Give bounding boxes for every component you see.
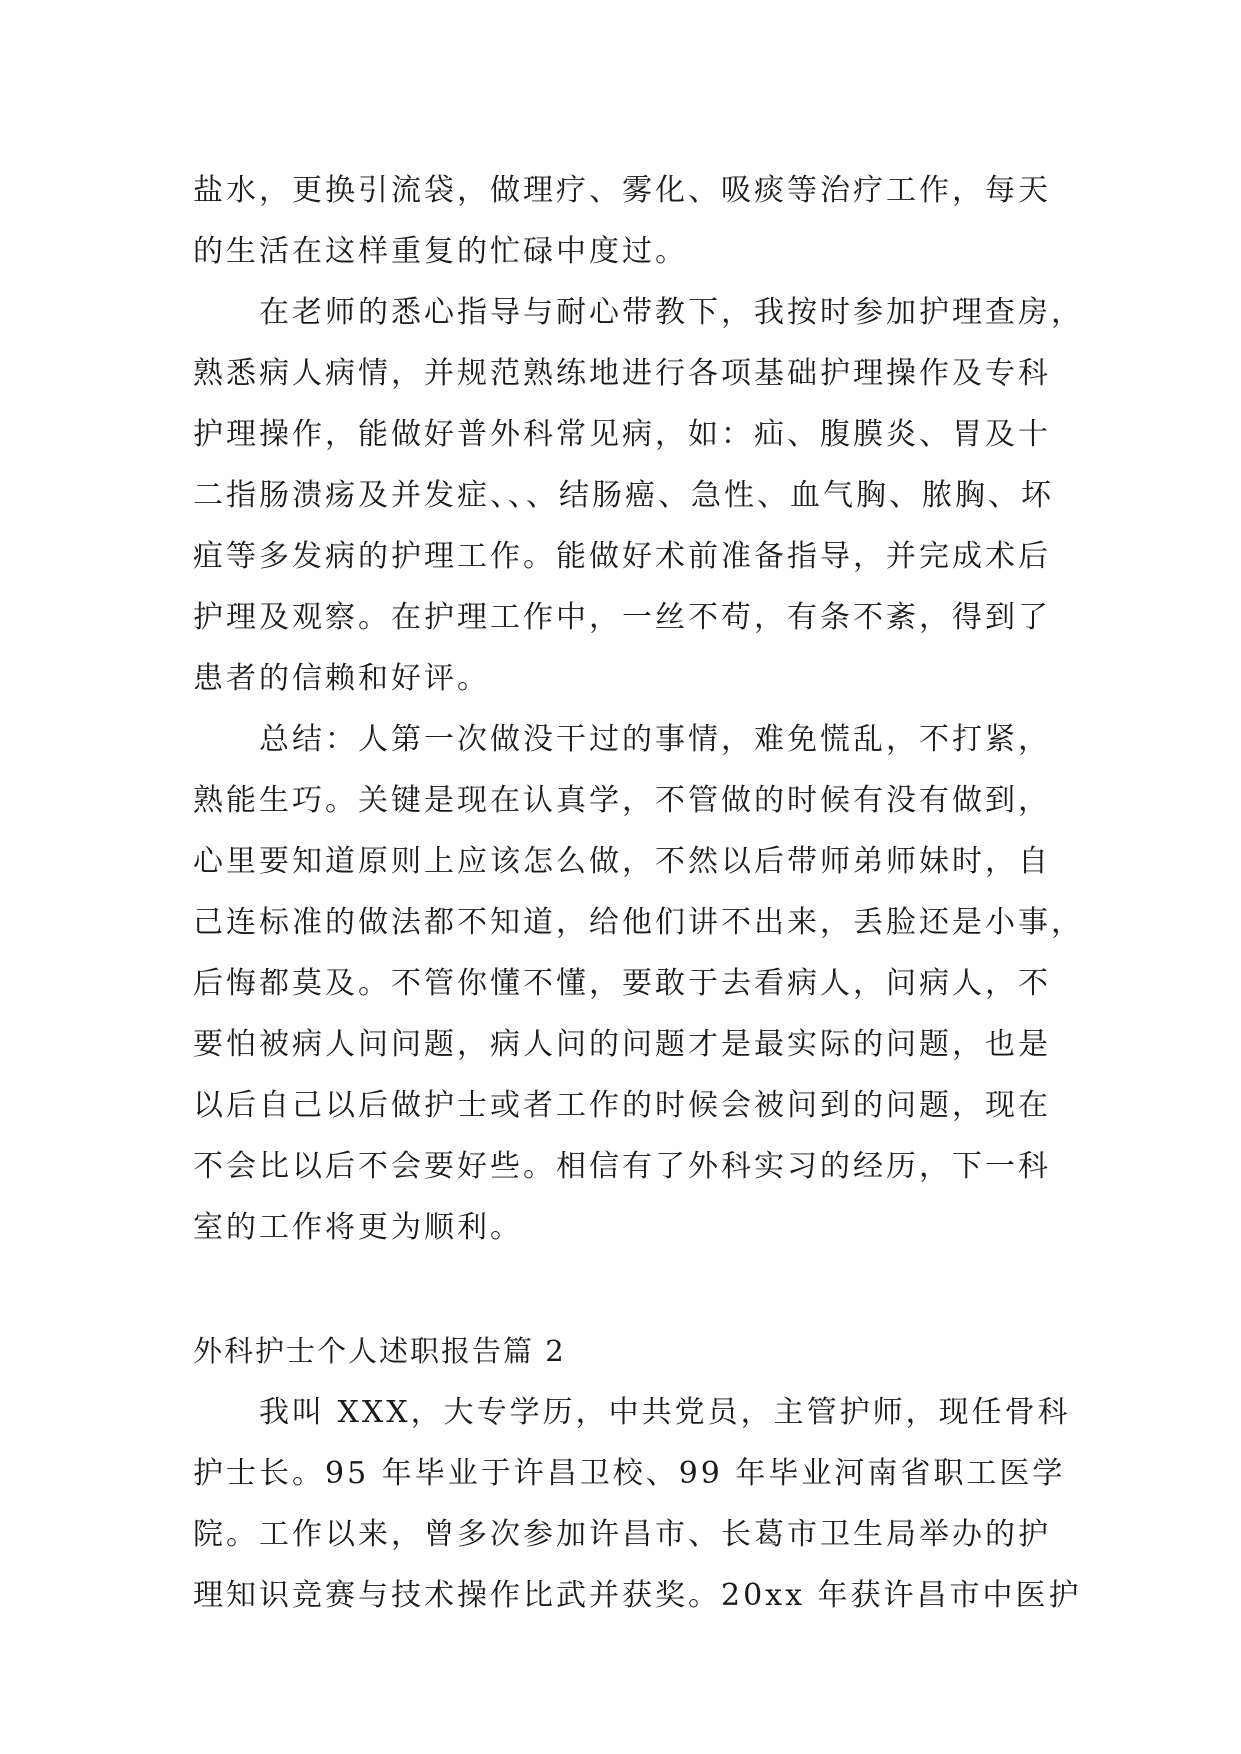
text-line: 疽等多发病的护理工作。能做好术前准备指导，并完成术后 xyxy=(193,539,1051,574)
text-line: 院。工作以来，曾多次参加许昌市、长葛市卫生局举办的护 xyxy=(193,1517,1051,1552)
text-line: 的生活在这样重复的忙碌中度过。 xyxy=(193,234,688,269)
text-line: 不会比以后不会要好些。相信有了外科实习的经历，下一科 xyxy=(193,1149,1051,1184)
text-line: 熟悉病人病情，并规范熟练地进行各项基础护理操作及专科 xyxy=(193,356,1051,391)
text-line: 护士长。95 年毕业于许昌卫校、99 年毕业河南省职工医学 xyxy=(193,1456,1066,1491)
text-line: 总结：人第一次做没干过的事情，难免慌乱，不打紧， xyxy=(259,722,1051,757)
text-line: 以后自己以后做护士或者工作的时候会被问到的问题，现在 xyxy=(193,1088,1051,1123)
text-line: 要怕被病人问问题，病人问的问题才是最实际的问题，也是 xyxy=(193,1027,1051,1062)
text-line: 理知识竞赛与技术操作比武并获奖。20xx 年获许昌市中医护 xyxy=(193,1578,1082,1613)
paragraph-3 xyxy=(193,709,1084,1258)
text-line: 在老师的悉心指导与耐心带教下，我按时参加护理查房， xyxy=(259,295,1084,330)
text-line: 二指肠溃疡及并发症、、、结肠癌、急性、血气胸、脓胸、坏 xyxy=(193,478,1054,513)
section-spacer xyxy=(193,1258,1063,1321)
text-line: 患者的信赖和好评。 xyxy=(193,661,490,696)
text-line: 后悔都莫及。不管你懂不懂，要敢于去看病人，问病人，不 xyxy=(193,966,1051,1001)
text-line: 己连标准的做法都不知道，给他们讲不出来，丢脸还是小事， xyxy=(193,905,1084,940)
text-line: 盐水，更换引流袋，做理疗、雾化、吸痰等治疗工作，每天 xyxy=(193,173,1051,208)
section-heading: 外科护士个人述职报告篇 2 xyxy=(193,1334,566,1368)
paragraph-1 xyxy=(193,160,1063,282)
text-line: 护理操作，能做好普外科常见病，如：疝、腹膜炎、胃及十 xyxy=(193,417,1051,452)
text-line: 熟能生巧。关键是现在认真学，不管做的时候有没有做到， xyxy=(193,783,1051,818)
document-page xyxy=(193,160,1084,1626)
text-line: 护理及观察。在护理工作中，一丝不苟，有条不紊，得到了 xyxy=(193,600,1051,635)
text-line: 心里要知道原则上应该怎么做，不然以后带师弟师妹时，自 xyxy=(193,844,1051,879)
text-line: 室的工作将更为顺利。 xyxy=(193,1210,523,1245)
text-line: 我叫 XXX，大专学历，中共党员，主管护师，现任骨科 xyxy=(259,1395,1071,1430)
paragraph-4 xyxy=(193,1382,1082,1626)
paragraph-2 xyxy=(193,282,1084,709)
